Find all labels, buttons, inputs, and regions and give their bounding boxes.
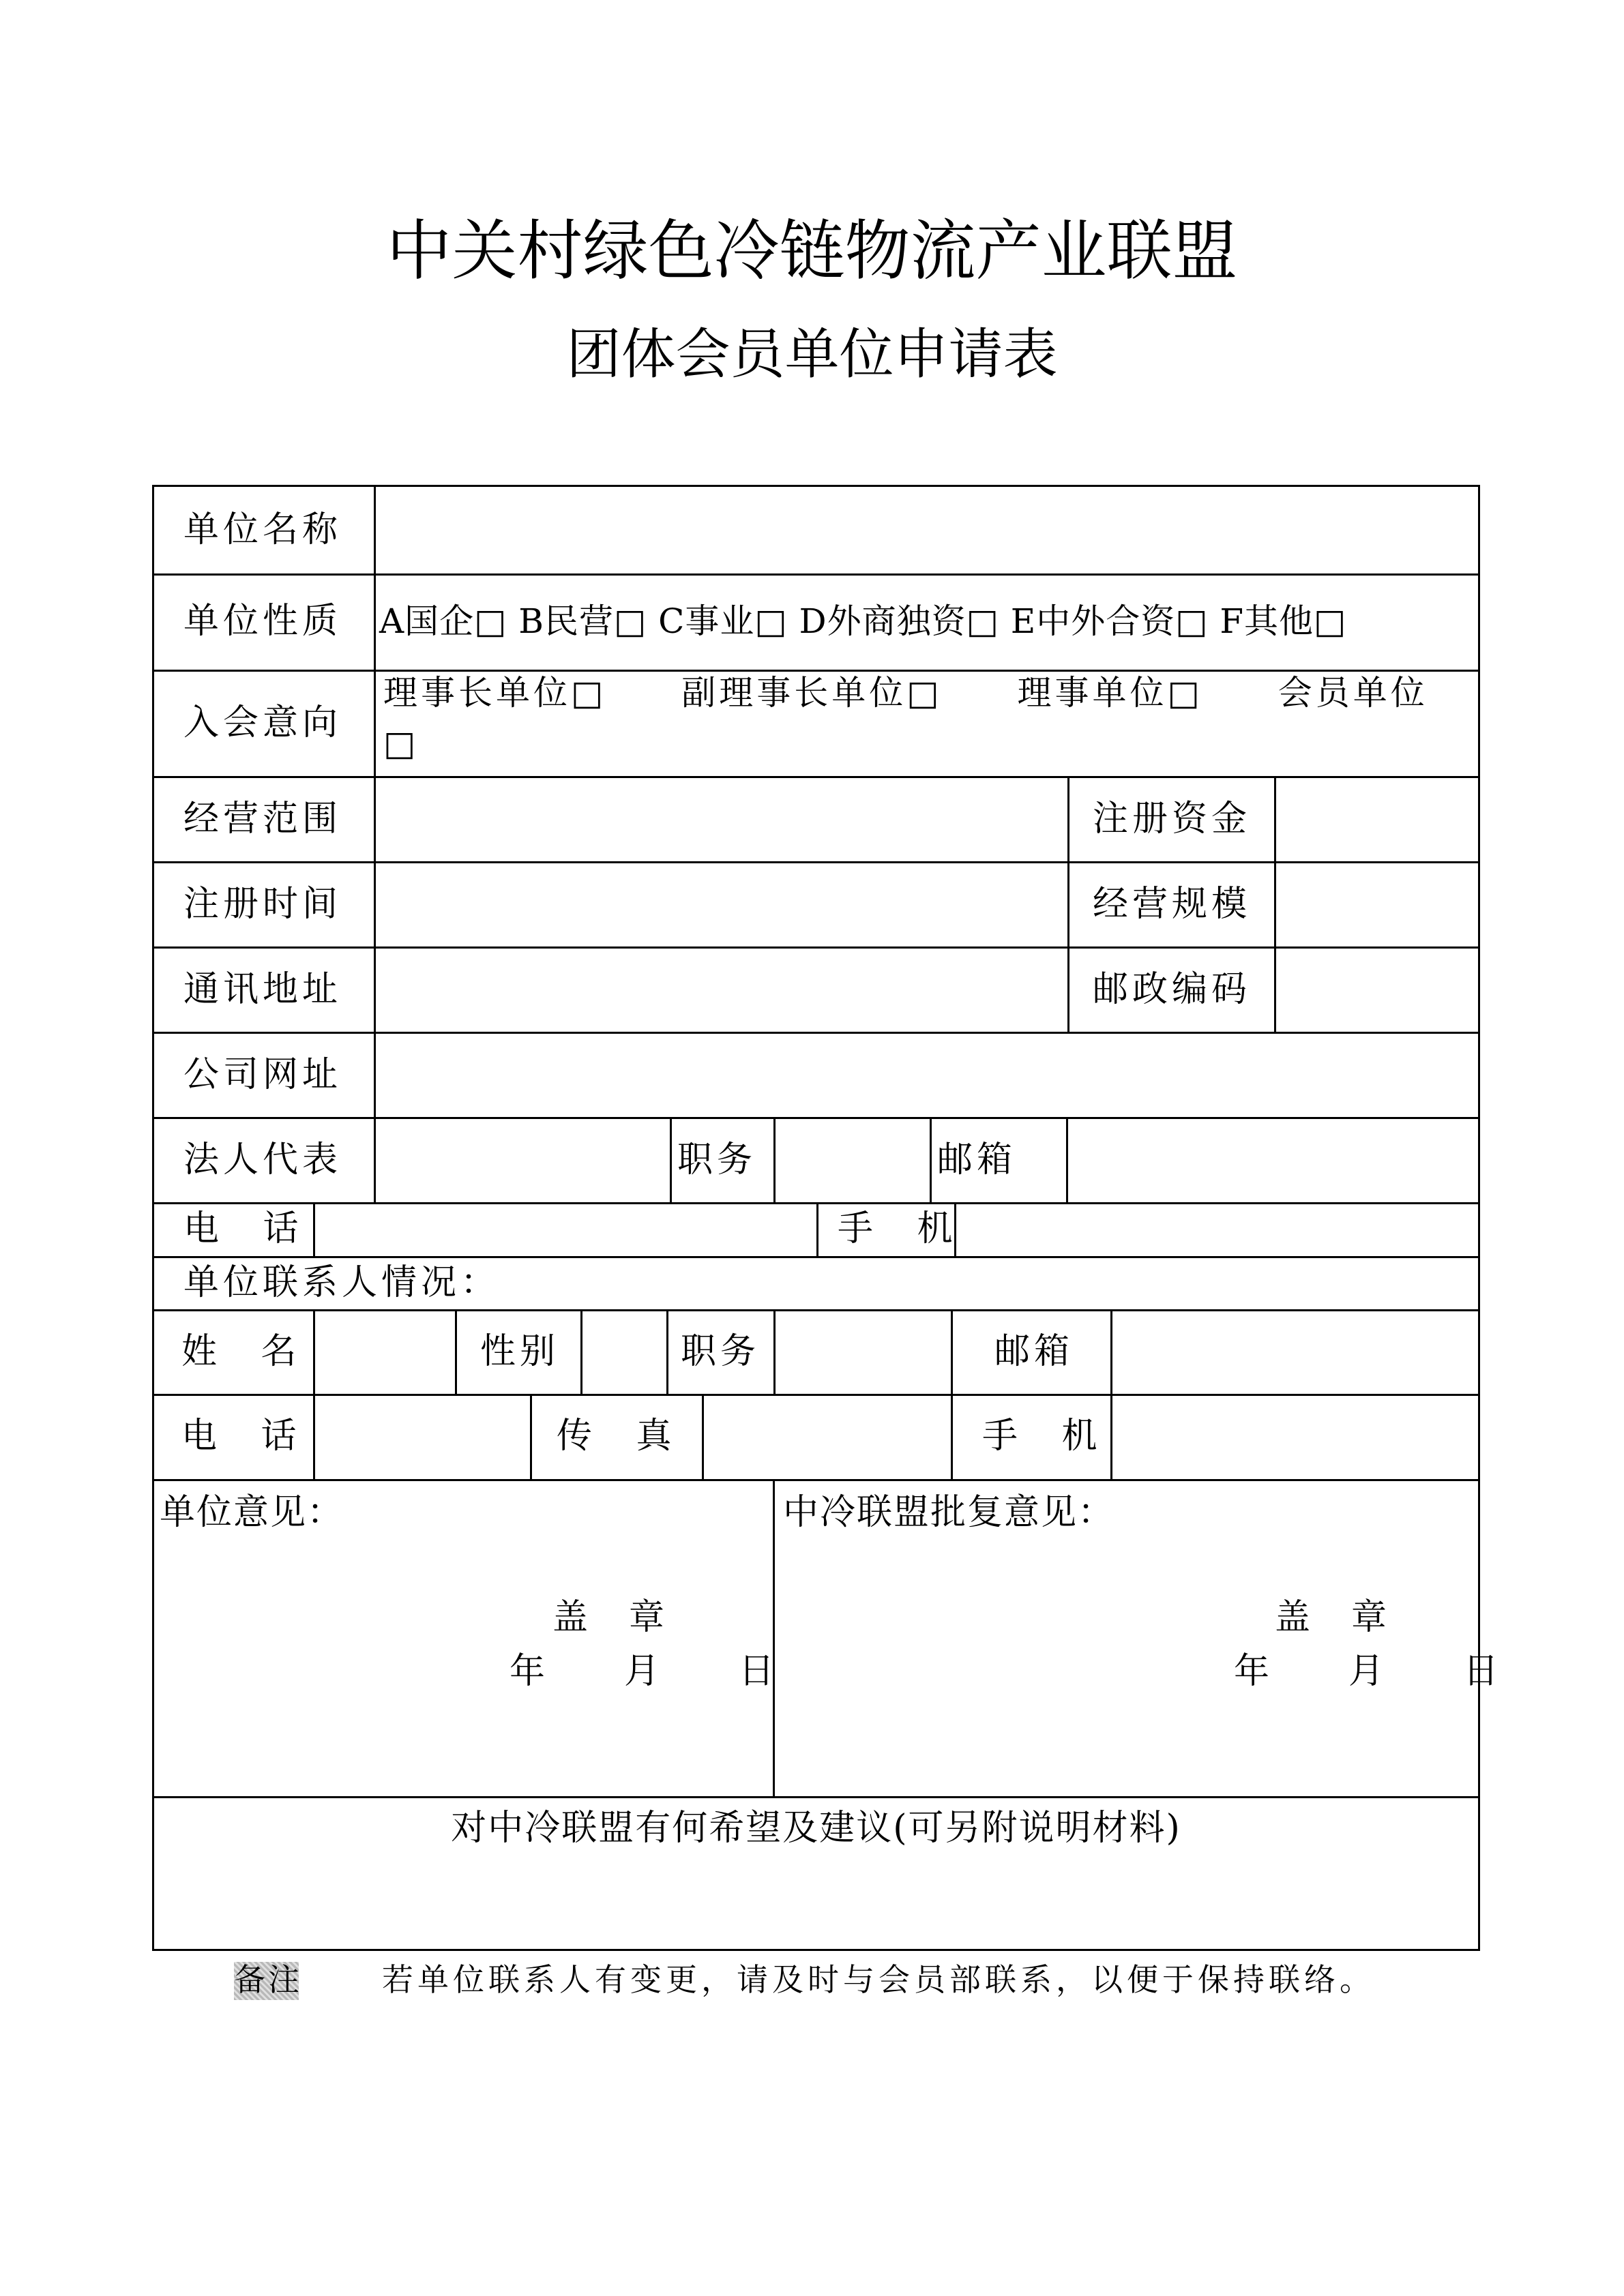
contact-section-label: 单位联系人情况：: [183, 1262, 501, 1303]
business-scale-field[interactable]: [1276, 863, 1478, 946]
registration-time-field[interactable]: [376, 863, 1067, 946]
website-field[interactable]: [376, 1034, 1478, 1117]
contact-position-field[interactable]: [776, 1311, 951, 1394]
business-scope-field[interactable]: [376, 778, 1067, 861]
legal-rep-position-field[interactable]: [776, 1119, 930, 1202]
legal-rep-label: 法人代表: [183, 1139, 342, 1180]
unit-opinion-field[interactable]: [154, 1481, 773, 1796]
page-subtitle: 团体会员单位申请表: [566, 323, 1058, 386]
row-divider: [154, 573, 1478, 576]
col-divider: [1067, 776, 1069, 1032]
registered-capital-field[interactable]: [1276, 778, 1478, 861]
unit-opinion-label: 单位意见：: [160, 1492, 344, 1533]
contact-phone-field[interactable]: [315, 1396, 530, 1479]
note-label: 备注: [234, 1961, 302, 1998]
col-divider: [816, 1202, 818, 1256]
unit-name-field[interactable]: [376, 487, 1478, 573]
intent-options-overflow[interactable]: □: [383, 724, 420, 763]
col-divider: [530, 1394, 532, 1479]
suggestions-field[interactable]: [154, 1858, 1478, 1946]
address-field[interactable]: [376, 949, 1067, 1032]
page-title: 中关村绿色冷链物流产业联盟: [386, 213, 1238, 289]
contact-gender-field[interactable]: [582, 1311, 666, 1394]
contact-name-label: 姓 名: [181, 1331, 313, 1372]
phone-label: 电 话: [183, 1208, 315, 1249]
address-label: 通讯地址: [183, 969, 342, 1010]
col-divider: [930, 1117, 932, 1202]
website-label: 公司网址: [183, 1054, 342, 1095]
mobile-label: 手 机: [838, 1208, 969, 1249]
mobile-field[interactable]: [956, 1204, 1478, 1256]
application-form: [152, 485, 1502, 1951]
phone-field[interactable]: [315, 1204, 816, 1256]
approval-date-label: 年 月 日: [1234, 1651, 1502, 1692]
contact-position-label: 职务: [681, 1331, 761, 1372]
legal-rep-email-field[interactable]: [1068, 1119, 1478, 1202]
col-divider: [670, 1117, 672, 1202]
col-divider: [951, 1394, 953, 1479]
note-text: 若单位联系人有变更，请及时与会员部联系，以便于保持联络。: [382, 1961, 1375, 1998]
contact-mobile-label: 手 机: [982, 1416, 1114, 1457]
contact-phone-label: 电 话: [181, 1416, 313, 1457]
contact-gender-label: 性别: [480, 1331, 560, 1372]
registered-capital-label: 注册资金: [1093, 799, 1252, 839]
business-scope-label: 经营范围: [183, 799, 342, 839]
suggestions-label: 对中冷联盟有何希望及建议(可另附说明材料): [451, 1808, 1181, 1849]
unit-type-options[interactable]: A国企□ B民营□ C事业□ D外商独资□ E中外合资□ F其他□: [379, 601, 1347, 641]
business-scale-label: 经营规模: [1093, 884, 1252, 925]
contact-name-field[interactable]: [315, 1311, 455, 1394]
unit-date-label: 年 月 日: [510, 1651, 778, 1692]
row-divider: [154, 670, 1478, 672]
unit-seal-label: 盖 章: [552, 1597, 668, 1638]
postcode-label: 邮政编码: [1093, 969, 1252, 1010]
legal-rep-email-label: 邮箱: [937, 1139, 1017, 1180]
approval-opinion-label: 中冷联盟批复意见：: [783, 1492, 1115, 1533]
intent-options[interactable]: 理事长单位□ 副理事长单位□ 理事单位□ 会员单位: [383, 673, 1428, 713]
col-divider: [455, 1309, 457, 1394]
col-divider: [951, 1309, 953, 1394]
contact-fax-field[interactable]: [704, 1396, 951, 1479]
unit-type-label: 单位性质: [183, 601, 342, 642]
intent-label: 入会意向: [183, 702, 342, 743]
postcode-field[interactable]: [1276, 949, 1478, 1032]
col-divider: [773, 1479, 775, 1796]
legal-rep-field[interactable]: [376, 1119, 670, 1202]
approval-seal-label: 盖 章: [1275, 1597, 1390, 1638]
unit-name-label: 单位名称: [183, 509, 342, 550]
contact-fax-label: 传 真: [557, 1416, 688, 1457]
contact-email-field[interactable]: [1112, 1311, 1478, 1394]
row-divider: [154, 1256, 1478, 1258]
contact-mobile-field[interactable]: [1112, 1396, 1478, 1479]
col-divider: [666, 1309, 668, 1394]
row-divider: [154, 1796, 1478, 1798]
contact-email-label: 邮箱: [994, 1331, 1074, 1372]
legal-rep-position-label: 职务: [677, 1139, 757, 1180]
registration-time-label: 注册时间: [183, 884, 342, 925]
